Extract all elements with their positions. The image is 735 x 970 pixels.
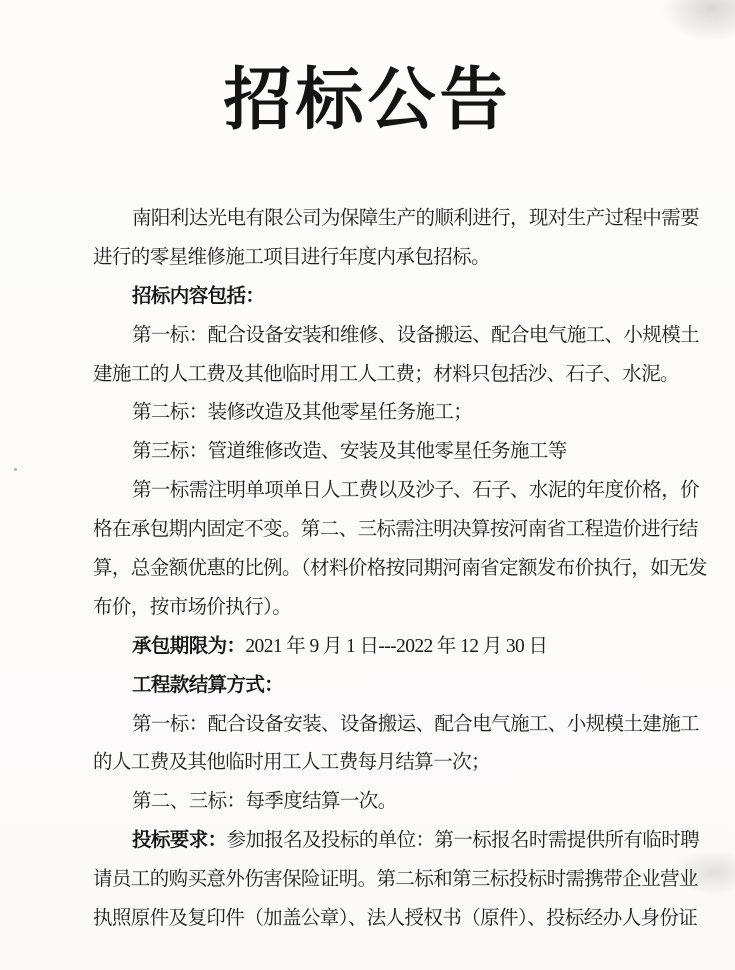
line-text: 第二、三标：每季度结算一次。: [132, 791, 397, 813]
text-line: [93, 900, 708, 939]
text-line: [93, 861, 708, 900]
text-line: [93, 744, 708, 783]
bold-label: 招标内容包括：: [132, 285, 265, 307]
document-title: 招标公告: [223, 62, 512, 138]
bold-label: 承包期限为：: [132, 635, 246, 657]
text-line: [93, 667, 708, 706]
document-body: [93, 200, 708, 939]
text-line: [93, 433, 708, 472]
text-line: [93, 706, 708, 745]
text-line: [93, 783, 708, 822]
line-text: 请员工的购买意外伤害保险证明。第二标和第三标投标时需携带企业营业: [93, 869, 698, 891]
line-text: 执照原件及复印件（加盖公章）、法人授权书（原件）、投标经办人身份证: [93, 908, 698, 930]
text-line: [93, 356, 708, 395]
bold-label: 工程款结算方式：: [132, 674, 284, 696]
text-line: [93, 317, 708, 356]
line-text: 算，总金额优惠的比例。（材料价格按同期河南省定额发布价执行，如无发: [93, 558, 707, 580]
text-line: [93, 550, 708, 589]
line-text: 南阳利达光电有限公司为保障生产的顺利进行，现对生产过程中需要: [132, 208, 700, 229]
text-line: [93, 239, 708, 278]
text-line: [93, 278, 708, 317]
line-text: 格在承包期内固定不变。第二、三标需注明决算按河南省工程造价进行结: [93, 519, 698, 541]
text-line: [93, 200, 708, 239]
text-line: [93, 628, 708, 667]
scan-speck: [14, 468, 17, 471]
text-line: [93, 472, 708, 511]
line-text: 布价，按市场价执行）。: [93, 596, 292, 618]
bold-label: 投标要求：: [132, 830, 227, 852]
line-text: 第二标：装修改造及其他零星任务施工；: [132, 402, 473, 424]
line-text: 进行的零星维修施工项目进行年度内承包招标。: [93, 246, 490, 268]
line-text: 第三标：管道维修改造、安装及其他零星任务施工等: [132, 441, 567, 463]
line-text: 2021 年 9 月 1 日---2022 年 12 月 30 日: [245, 635, 548, 657]
line-text: 第一标：配合设备安装、设备搬运、配合电气施工、小规模土建施工: [132, 713, 700, 735]
line-text: 建施工的人工费及其他临时用工人工费；材料只包括沙、石子、水泥。: [93, 363, 679, 385]
text-line: [93, 822, 708, 861]
text-line: [93, 589, 708, 628]
line-text: 的人工费及其他临时用工人工费每月结算一次；: [93, 752, 490, 774]
text-line: [93, 394, 708, 433]
line-text: 参加报名及投标的单位：第一标报名时需提供所有临时聘: [226, 830, 700, 852]
line-text: 第一标：配合设备安装和维修、设备搬运、配合电气施工、小规模土: [132, 324, 700, 346]
text-line: [93, 511, 708, 550]
line-text: 第一标需注明单项单日人工费以及沙子、石子、水泥的年度价格，价: [132, 480, 700, 502]
